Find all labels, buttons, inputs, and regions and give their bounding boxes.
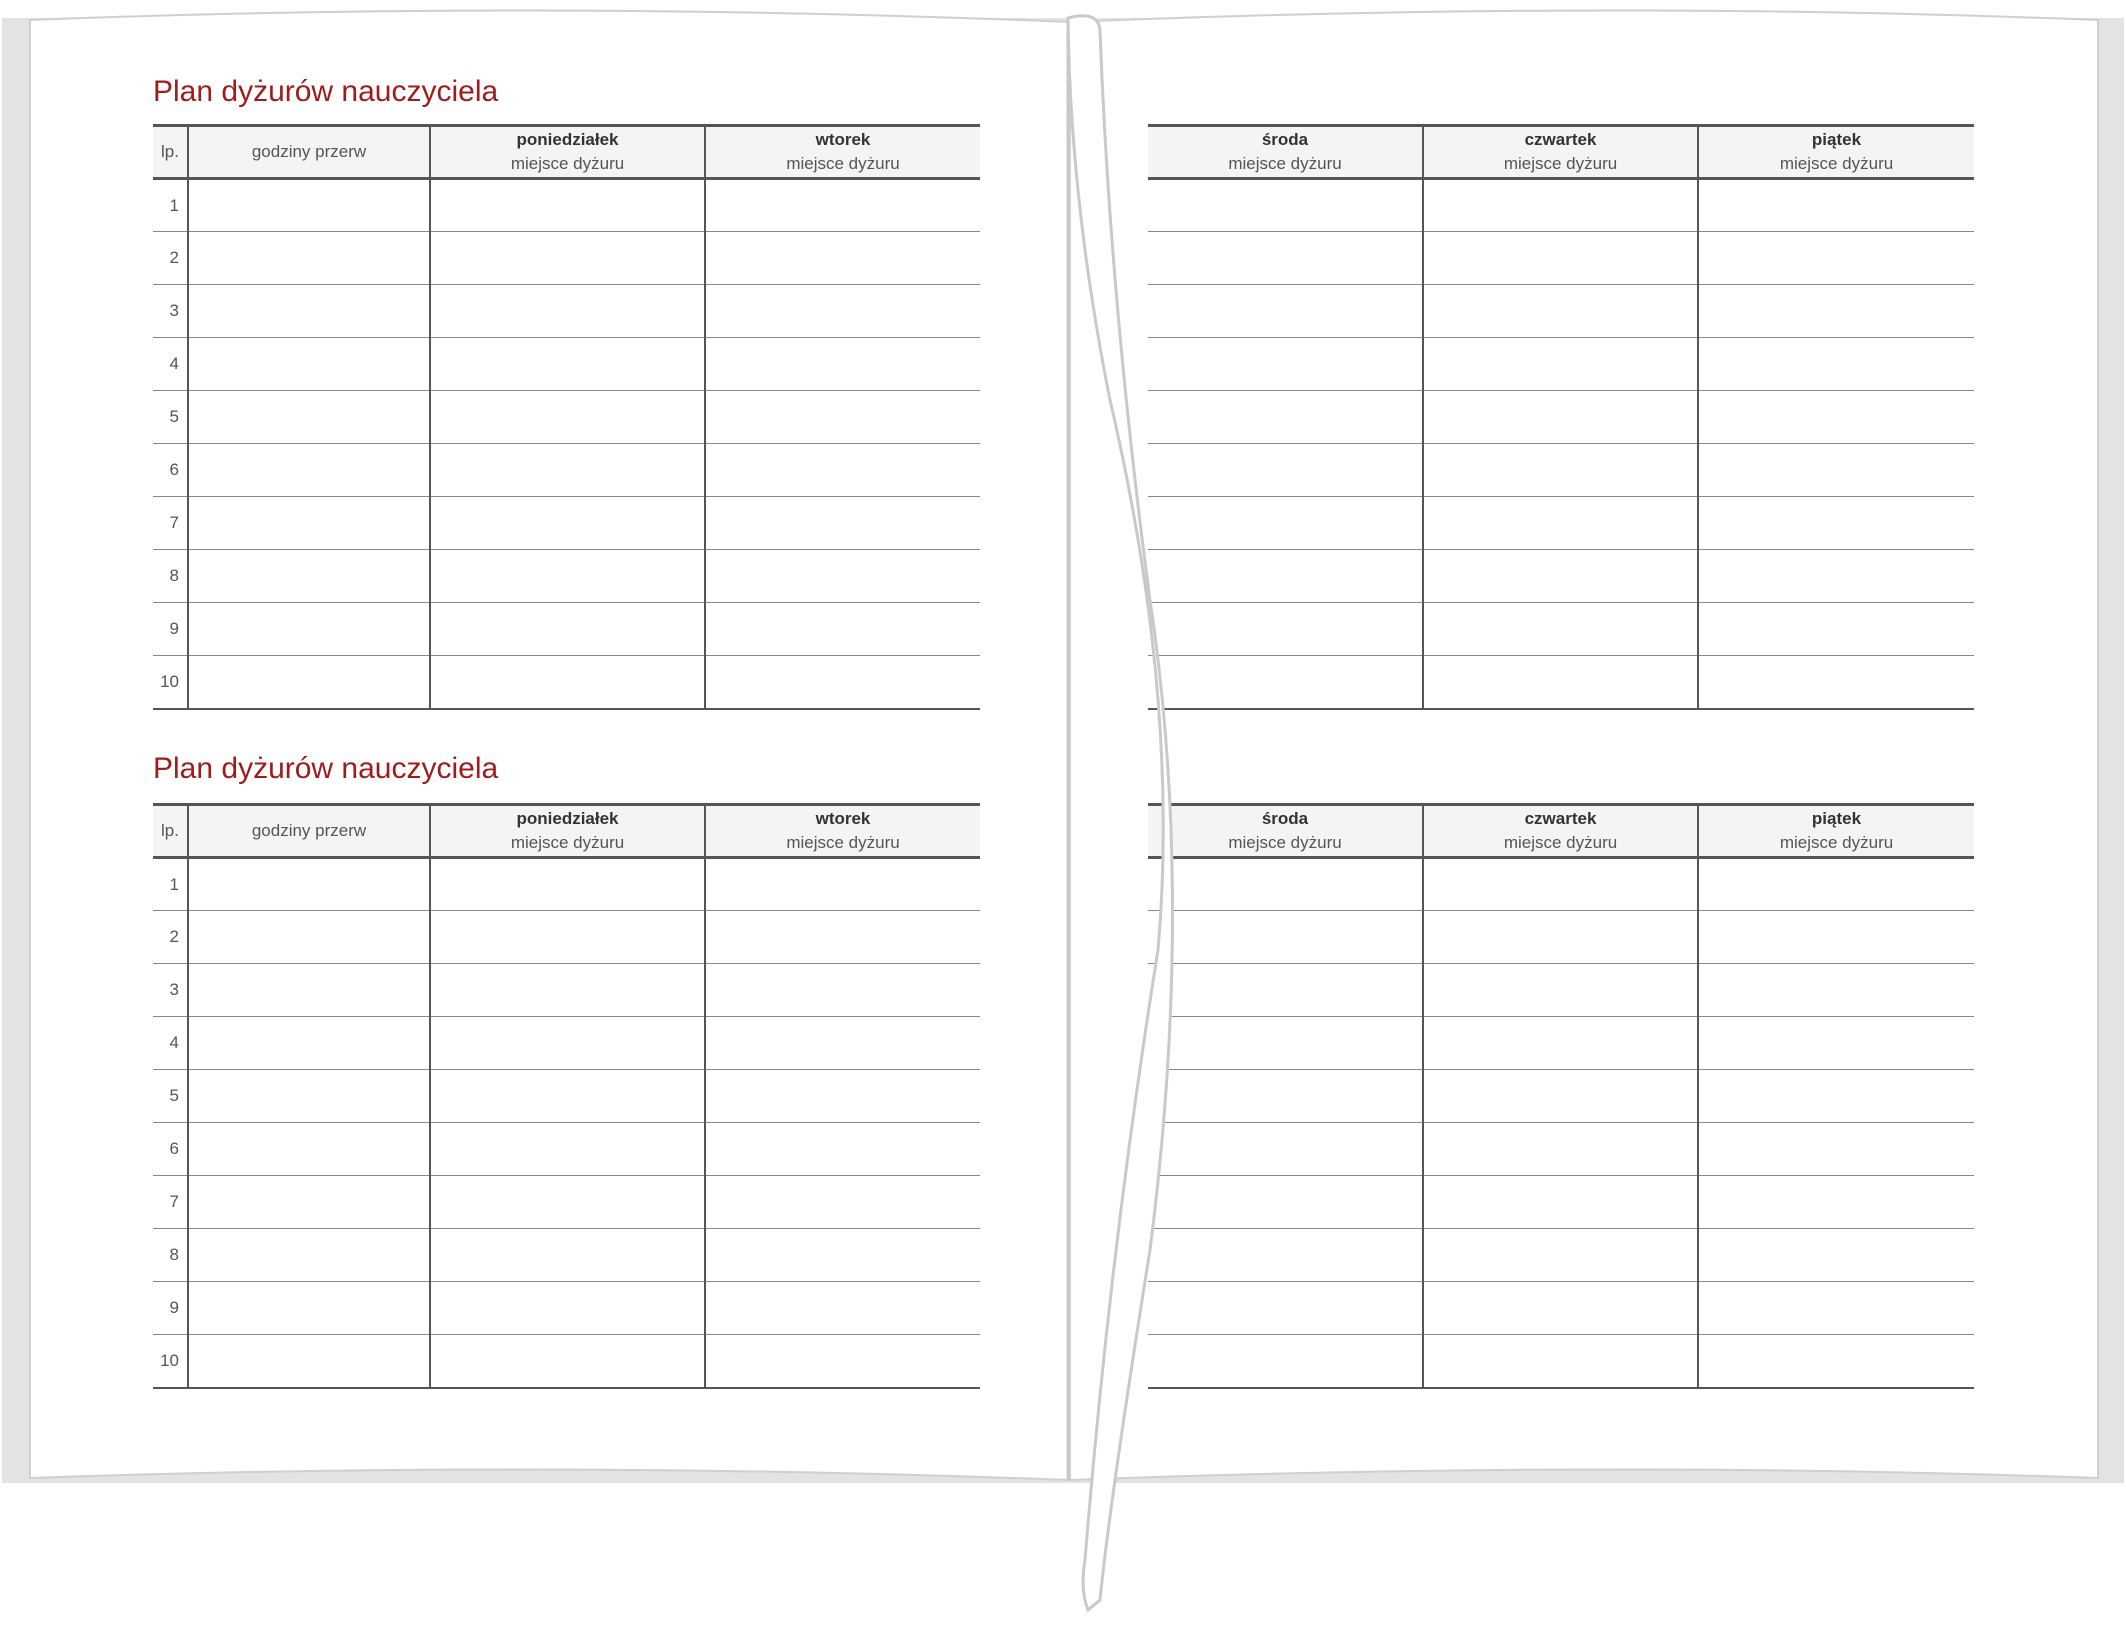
duty-place-cell[interactable] xyxy=(430,1335,705,1388)
break-hours-cell[interactable] xyxy=(188,1176,430,1229)
duty-place-cell[interactable] xyxy=(1698,232,1974,285)
table-row xyxy=(153,285,980,338)
duty-place-cell[interactable] xyxy=(430,550,705,603)
duty-place-cell[interactable] xyxy=(1423,858,1698,911)
duty-place-cell[interactable] xyxy=(1148,444,1423,497)
duty-place-cell[interactable] xyxy=(1698,858,1974,911)
row-number: 9 xyxy=(153,1282,188,1335)
duty-place-cell[interactable] xyxy=(705,1229,980,1282)
duty-place-cell[interactable] xyxy=(1698,1070,1974,1123)
duty-place-cell[interactable] xyxy=(430,858,705,911)
day-name: poniedziałek xyxy=(516,809,619,828)
duty-place-cell[interactable] xyxy=(1698,1176,1974,1229)
table-row xyxy=(153,444,980,497)
day-name: środa xyxy=(1261,130,1309,149)
duty-place-cell[interactable] xyxy=(1423,550,1698,603)
row-number: 5 xyxy=(153,1070,188,1123)
break-hours-cell[interactable] xyxy=(188,391,430,444)
duty-place-cell[interactable] xyxy=(705,858,980,911)
duty-place-cell[interactable] xyxy=(705,1017,980,1070)
day-subtitle: miejsce dyżuru xyxy=(1779,154,1894,173)
duty-place-cell[interactable] xyxy=(1148,232,1423,285)
header-monday xyxy=(430,126,705,179)
duty-place-cell[interactable] xyxy=(705,1123,980,1176)
table-row xyxy=(153,964,980,1017)
header-thursday xyxy=(1423,805,1698,858)
day-subtitle: miejsce dyżuru xyxy=(1228,154,1342,173)
duty-place-cell[interactable] xyxy=(705,1282,980,1335)
duty-table-left-bottom xyxy=(153,803,980,1389)
duty-place-cell[interactable] xyxy=(1423,1335,1698,1388)
break-hours-cell[interactable] xyxy=(188,1123,430,1176)
duty-place-cell[interactable] xyxy=(1698,391,1974,444)
break-hours-cell[interactable] xyxy=(188,444,430,497)
break-hours-cell[interactable] xyxy=(188,1017,430,1070)
duty-place-cell[interactable] xyxy=(430,1176,705,1229)
duty-place-cell[interactable] xyxy=(1698,1229,1974,1282)
duty-place-cell[interactable] xyxy=(705,1335,980,1388)
break-hours-cell[interactable] xyxy=(188,1335,430,1388)
duty-place-cell[interactable] xyxy=(1148,391,1423,444)
duty-place-cell[interactable] xyxy=(1698,1282,1974,1335)
duty-place-cell[interactable] xyxy=(430,1123,705,1176)
table-row xyxy=(1148,1282,1974,1335)
table-row xyxy=(1148,603,1974,656)
duty-place-cell[interactable] xyxy=(705,497,980,550)
table-row xyxy=(153,1017,980,1070)
day-name: piątek xyxy=(1811,809,1862,828)
duty-place-cell[interactable] xyxy=(1148,550,1423,603)
row-number: 5 xyxy=(153,391,188,444)
table-row xyxy=(153,1070,980,1123)
table-header-row xyxy=(153,805,980,858)
duty-place-cell[interactable] xyxy=(705,232,980,285)
duty-place-cell[interactable] xyxy=(1148,656,1423,709)
day-name: poniedziałek xyxy=(516,130,619,149)
table-row xyxy=(1148,1070,1974,1123)
duty-place-cell[interactable] xyxy=(1148,497,1423,550)
duty-place-cell[interactable] xyxy=(430,911,705,964)
duty-place-cell[interactable] xyxy=(430,232,705,285)
duty-place-cell[interactable] xyxy=(1698,911,1974,964)
break-hours-cell[interactable] xyxy=(188,964,430,1017)
break-hours-cell[interactable] xyxy=(188,550,430,603)
table-row xyxy=(1148,444,1974,497)
duty-place-cell[interactable] xyxy=(705,1070,980,1123)
duty-place-cell[interactable] xyxy=(1148,911,1423,964)
duty-place-cell[interactable] xyxy=(1148,1176,1423,1229)
row-number: 4 xyxy=(153,338,188,391)
row-number: 9 xyxy=(153,603,188,656)
break-hours-cell[interactable] xyxy=(188,232,430,285)
duty-place-cell[interactable] xyxy=(1423,964,1698,1017)
duty-place-cell[interactable] xyxy=(1423,1017,1698,1070)
duty-place-cell[interactable] xyxy=(1698,338,1974,391)
table-header-row xyxy=(153,126,980,179)
table-row xyxy=(153,1335,980,1388)
table-row xyxy=(1148,391,1974,444)
day-subtitle: miejsce dyżuru xyxy=(510,154,625,173)
table-row xyxy=(153,391,980,444)
table-row xyxy=(1148,550,1974,603)
duty-place-cell[interactable] xyxy=(430,656,705,709)
row-number: 4 xyxy=(153,1017,188,1070)
break-hours-cell[interactable] xyxy=(188,911,430,964)
row-number: 2 xyxy=(153,911,188,964)
day-name: wtorek xyxy=(815,809,871,828)
table-header-row xyxy=(1148,126,1974,179)
table-header-row xyxy=(1148,805,1974,858)
row-number: 7 xyxy=(153,497,188,550)
header-wednesday xyxy=(1148,126,1423,179)
duty-place-cell[interactable] xyxy=(1423,1123,1698,1176)
day-name: wtorek xyxy=(815,130,871,149)
duty-place-cell[interactable] xyxy=(1423,1282,1698,1335)
duty-place-cell[interactable] xyxy=(1148,1123,1423,1176)
duty-place-cell[interactable] xyxy=(430,1282,705,1335)
duty-place-cell[interactable] xyxy=(1423,1070,1698,1123)
duty-place-cell[interactable] xyxy=(430,497,705,550)
table-row xyxy=(153,232,980,285)
duty-table-right-bottom xyxy=(1148,803,1974,1389)
duty-place-cell[interactable] xyxy=(705,656,980,709)
duty-place-cell[interactable] xyxy=(1148,858,1423,911)
day-name: czwartek xyxy=(1524,130,1597,149)
duty-place-cell[interactable] xyxy=(430,179,705,232)
table-row xyxy=(1148,964,1974,1017)
table-row xyxy=(153,656,980,709)
duty-place-cell[interactable] xyxy=(1148,964,1423,1017)
duty-place-cell[interactable] xyxy=(1698,1123,1974,1176)
duty-place-cell[interactable] xyxy=(705,285,980,338)
duty-place-cell[interactable] xyxy=(1698,285,1974,338)
header-friday xyxy=(1698,126,1974,179)
break-hours-cell[interactable] xyxy=(188,285,430,338)
break-hours-cell[interactable] xyxy=(188,338,430,391)
table-row xyxy=(1148,497,1974,550)
table-row xyxy=(1148,1229,1974,1282)
duty-place-cell[interactable] xyxy=(705,1176,980,1229)
row-number: 10 xyxy=(153,1335,188,1388)
row-number: 8 xyxy=(153,550,188,603)
table-row xyxy=(153,1229,980,1282)
break-hours-cell[interactable] xyxy=(188,656,430,709)
row-number: 8 xyxy=(153,1229,188,1282)
duty-place-cell[interactable] xyxy=(1423,285,1698,338)
duty-place-cell[interactable] xyxy=(1148,1017,1423,1070)
duty-place-cell[interactable] xyxy=(705,444,980,497)
duty-place-cell[interactable] xyxy=(1423,179,1698,232)
header-tuesday xyxy=(705,805,980,858)
duty-place-cell[interactable] xyxy=(1423,391,1698,444)
duty-place-cell[interactable] xyxy=(1698,179,1974,232)
day-subtitle: miejsce dyżuru xyxy=(1503,833,1618,852)
page-title-top: Plan dyżurów nauczyciela xyxy=(153,75,499,108)
duty-place-cell[interactable] xyxy=(705,179,980,232)
duty-place-cell[interactable] xyxy=(1148,603,1423,656)
break-hours-cell[interactable] xyxy=(188,1282,430,1335)
header-thursday xyxy=(1423,126,1698,179)
break-hours-cell[interactable] xyxy=(188,1229,430,1282)
row-number: 3 xyxy=(153,964,188,1017)
duty-place-cell[interactable] xyxy=(1698,497,1974,550)
table-row xyxy=(153,179,980,232)
break-hours-cell[interactable] xyxy=(188,1070,430,1123)
duty-place-cell[interactable] xyxy=(1423,1229,1698,1282)
duty-place-cell[interactable] xyxy=(1148,338,1423,391)
duty-place-cell[interactable] xyxy=(705,391,980,444)
duty-place-cell[interactable] xyxy=(1148,1335,1423,1388)
duty-place-cell[interactable] xyxy=(430,285,705,338)
duty-place-cell[interactable] xyxy=(1423,911,1698,964)
duty-place-cell[interactable] xyxy=(1148,285,1423,338)
duty-place-cell[interactable] xyxy=(1698,603,1974,656)
day-subtitle: miejsce dyżuru xyxy=(1779,833,1894,852)
table-row xyxy=(1148,338,1974,391)
row-number: 1 xyxy=(153,858,188,911)
table-row xyxy=(1148,179,1974,232)
day-subtitle: miejsce dyżuru xyxy=(1228,833,1342,852)
duty-table-right-top xyxy=(1148,124,1974,710)
duty-place-cell[interactable] xyxy=(1698,1017,1974,1070)
duty-place-cell[interactable] xyxy=(705,338,980,391)
break-hours-cell[interactable] xyxy=(188,179,430,232)
duty-place-cell[interactable] xyxy=(1423,444,1698,497)
row-number: 6 xyxy=(153,1123,188,1176)
duty-place-cell[interactable] xyxy=(430,444,705,497)
row-number: 2 xyxy=(153,232,188,285)
duty-place-cell[interactable] xyxy=(1423,497,1698,550)
header-tuesday xyxy=(705,126,980,179)
row-number: 1 xyxy=(153,179,188,232)
table-row xyxy=(153,1282,980,1335)
table-row xyxy=(153,858,980,911)
duty-place-cell[interactable] xyxy=(430,391,705,444)
duty-place-cell[interactable] xyxy=(430,603,705,656)
header-break-hours: godziny przerw xyxy=(188,805,430,858)
duty-place-cell[interactable] xyxy=(1698,1335,1974,1388)
day-subtitle: miejsce dyżuru xyxy=(1503,154,1618,173)
duty-place-cell[interactable] xyxy=(430,338,705,391)
header-monday xyxy=(430,805,705,858)
day-subtitle: miejsce dyżuru xyxy=(510,833,625,852)
duty-place-cell[interactable] xyxy=(430,1229,705,1282)
duty-place-cell[interactable] xyxy=(705,550,980,603)
duty-place-cell[interactable] xyxy=(1423,1176,1698,1229)
table-row xyxy=(153,911,980,964)
header-wednesday xyxy=(1148,805,1423,858)
row-number: 7 xyxy=(153,1176,188,1229)
table-row xyxy=(1148,858,1974,911)
duty-place-cell[interactable] xyxy=(1148,1070,1423,1123)
duty-place-cell[interactable] xyxy=(1698,656,1974,709)
duty-place-cell[interactable] xyxy=(1698,444,1974,497)
header-friday xyxy=(1698,805,1974,858)
day-name: piątek xyxy=(1811,130,1862,149)
table-row xyxy=(1148,911,1974,964)
duty-place-cell[interactable] xyxy=(1423,656,1698,709)
duty-table-left-top xyxy=(153,124,980,710)
page-title-bottom: Plan dyżurów nauczyciela xyxy=(153,752,499,785)
duty-place-cell[interactable] xyxy=(705,964,980,1017)
table-row xyxy=(1148,1335,1974,1388)
day-subtitle: miejsce dyżuru xyxy=(786,154,900,173)
day-subtitle: miejsce dyżuru xyxy=(786,833,900,852)
duty-place-cell[interactable] xyxy=(1698,550,1974,603)
day-name: środa xyxy=(1261,809,1309,828)
table-row xyxy=(1148,1017,1974,1070)
duty-place-cell[interactable] xyxy=(1423,232,1698,285)
table-row xyxy=(153,338,980,391)
table-row xyxy=(153,1123,980,1176)
day-name: czwartek xyxy=(1524,809,1597,828)
header-lp: lp. xyxy=(153,805,188,858)
duty-place-cell[interactable] xyxy=(705,911,980,964)
row-number: 10 xyxy=(153,656,188,709)
break-hours-cell[interactable] xyxy=(188,603,430,656)
duty-place-cell[interactable] xyxy=(430,1070,705,1123)
duty-place-cell[interactable] xyxy=(1423,338,1698,391)
duty-place-cell[interactable] xyxy=(1148,1282,1423,1335)
row-number: 6 xyxy=(153,444,188,497)
row-number: 3 xyxy=(153,285,188,338)
table-row xyxy=(1148,232,1974,285)
duty-place-cell[interactable] xyxy=(430,1017,705,1070)
table-row xyxy=(153,550,980,603)
table-row xyxy=(1148,1176,1974,1229)
table-row xyxy=(1148,1123,1974,1176)
duty-place-cell[interactable] xyxy=(1148,179,1423,232)
header-break-hours: godziny przerw xyxy=(188,126,430,179)
table-row xyxy=(153,1176,980,1229)
break-hours-cell[interactable] xyxy=(188,497,430,550)
table-row xyxy=(1148,656,1974,709)
table-row xyxy=(153,603,980,656)
duty-place-cell[interactable] xyxy=(705,603,980,656)
duty-place-cell[interactable] xyxy=(1698,964,1974,1017)
duty-place-cell[interactable] xyxy=(430,964,705,1017)
break-hours-cell[interactable] xyxy=(188,858,430,911)
table-row xyxy=(1148,285,1974,338)
duty-place-cell[interactable] xyxy=(1423,603,1698,656)
table-row xyxy=(153,497,980,550)
header-lp: lp. xyxy=(153,126,188,179)
duty-place-cell[interactable] xyxy=(1148,1229,1423,1282)
